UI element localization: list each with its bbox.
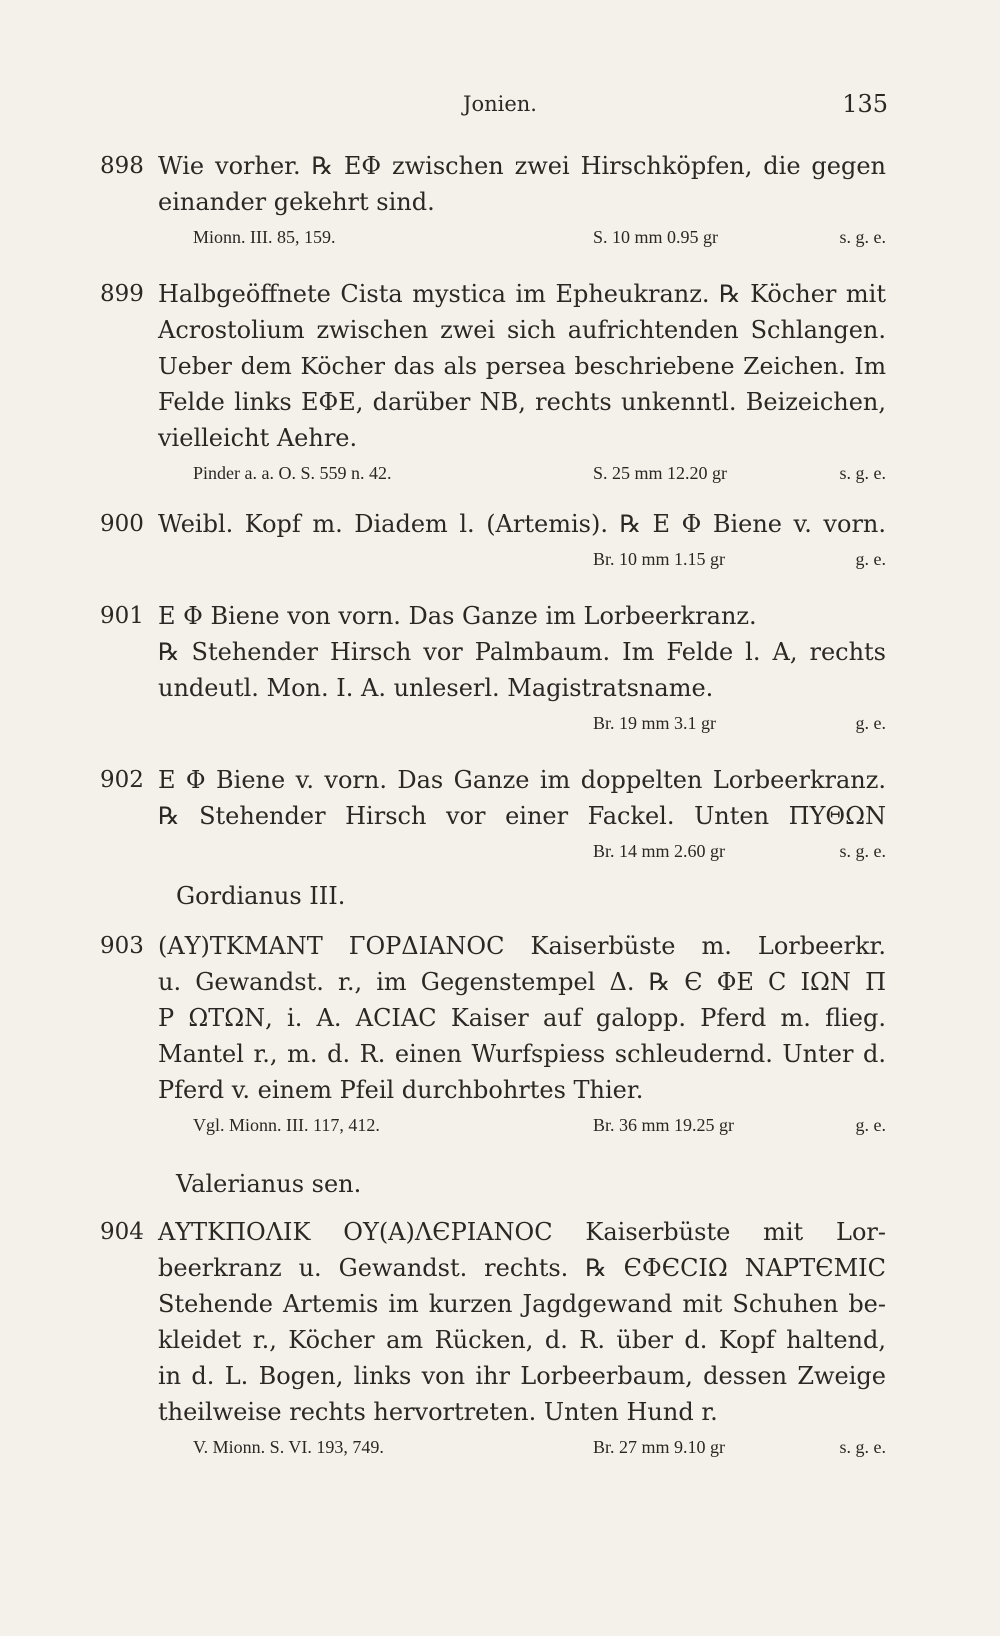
entry-text-line: kleidet r., Köcher am Rücken, d. R. über d. Kopf haltend, — [158, 1326, 886, 1354]
section-heading-gordianus: Gordianus III. — [176, 882, 346, 910]
reference-measurements: S. 25 mm 12.20 gr — [593, 463, 728, 483]
reference-condition: s. g. e. — [839, 841, 886, 861]
entry-text-line: Ueber dem Köcher das als persea beschriebene Zeichen. Im — [158, 352, 886, 380]
entry-number: 902 — [100, 767, 144, 793]
entry-reference — [193, 706, 886, 740]
entry-text-line: Mantel r., m. d. R. einen Wurfspiess schleudernd. Unter d. — [158, 1040, 886, 1068]
entry-text-line: in d. L. Bogen, links von ihr Lorbeerbaum, dessen Zweige — [158, 1362, 886, 1390]
entry-text-line: (ΑΥ)ΤΚΜΑΝΤ ΓΟΡΔΙΑΝΟC Kaiserbüste m. Lorbeerkr. — [158, 932, 886, 960]
entry-number: 903 — [100, 933, 144, 959]
catalog-entry-899 — [100, 276, 886, 490]
reference-condition: s. g. e. — [839, 463, 886, 483]
catalog-entry-901 — [100, 598, 886, 740]
entry-number: 904 — [100, 1219, 144, 1245]
entry-reference — [193, 1430, 886, 1464]
page-number: 135 — [842, 90, 888, 118]
reference-condition: g. e. — [855, 549, 886, 569]
catalog-entry-904 — [100, 1214, 886, 1464]
entry-reference — [193, 456, 886, 490]
entry-text-line: Acrostolium zwischen zwei sich aufrichtenden Schlangen. — [158, 316, 886, 344]
entry-reference — [193, 1108, 886, 1142]
reference-citation: Vgl. Mionn. III. 117, 412. — [193, 1115, 380, 1135]
entry-text-line: Stehende Artemis im kurzen Jagdgewand mit Schuhen be- — [158, 1290, 886, 1318]
entry-text-line: beerkranz u. Gewandst. rechts. ℞ ЄΦЄCΙΩ ΝΑΡΤЄΜΙC — [158, 1254, 886, 1282]
entry-text-line: undeutl. Mon. I. A. unleserl. Magistratsname. — [158, 674, 714, 702]
reference-measurements: Br. 27 mm 9.10 gr — [593, 1437, 726, 1457]
entry-text-line: ℞ Stehender Hirsch vor einer Fackel. Unten ΠΥΘΩΝ — [158, 802, 886, 830]
entry-reference — [193, 542, 886, 576]
entry-text-line: theilweise rechts hervortreten. Unten Hund r. — [158, 1398, 718, 1426]
reference-measurements: Br. 36 mm 19.25 gr — [593, 1115, 735, 1135]
running-header: Jonien. — [463, 92, 537, 116]
reference-condition: s. g. e. — [839, 227, 886, 247]
reference-measurements: Br. 10 mm 1.15 gr — [593, 549, 726, 569]
reference-citation: V. Mionn. S. VI. 193, 749. — [193, 1437, 384, 1457]
reference-condition: g. e. — [855, 713, 886, 733]
entry-text-line: Pferd v. einem Pfeil durchbohrtes Thier. — [158, 1076, 644, 1104]
entry-text-line: Weibl. Kopf m. Diadem l. (Artemis). ℞ Ε Φ Biene v. vorn. — [158, 510, 886, 538]
reference-condition: s. g. e. — [839, 1437, 886, 1457]
entry-text-line: Ε Φ Biene v. vorn. Das Ganze im doppelten Lorbeerkranz. — [158, 766, 886, 794]
entry-reference — [193, 220, 886, 254]
catalog-entry-898 — [100, 148, 886, 254]
entry-number: 898 — [100, 153, 144, 179]
entry-text-line: Felde links ΕΦΕ, darüber ΝΒ, rechts unkenntl. Beizeichen, — [158, 388, 886, 416]
entry-number: 901 — [100, 603, 144, 629]
catalog-entry-900 — [100, 506, 886, 576]
entry-number: 900 — [100, 511, 144, 537]
entry-text-line: Ε Φ Biene von vorn. Das Ganze im Lorbeerkranz. — [158, 602, 757, 630]
reference-measurements: Br. 19 mm 3.1 gr — [593, 713, 717, 733]
reference-citation: Mionn. III. 85, 159. — [193, 227, 336, 247]
reference-condition: g. e. — [855, 1115, 886, 1135]
catalog-entry-903 — [100, 928, 886, 1142]
entry-number: 899 — [100, 281, 144, 307]
entry-text-line: einander gekehrt sind. — [158, 188, 435, 216]
entry-text-line: ΑΥΤΚΠΟΛΙΚ ΟΥ(Α)ΛЄΡΙΑΝΟC Kaiserbüste mit Lor- — [158, 1218, 886, 1246]
entry-reference — [193, 834, 886, 868]
reference-citation: Pinder a. a. O. S. 559 n. 42. — [193, 463, 392, 483]
catalog-entry-902 — [100, 762, 886, 868]
entry-text-line: u. Gewandst. r., im Gegenstempel Δ. ℞ Є ΦΕ Ϲ ΙΩΝ Π — [158, 968, 886, 996]
entry-text-line: Halbgeöffnete Cista mystica im Epheukranz. ℞ Köcher mit — [158, 280, 886, 308]
entry-text-line: vielleicht Aehre. — [158, 424, 358, 452]
section-heading-valerianus: Valerianus sen. — [176, 1170, 362, 1198]
reference-measurements: S. 10 mm 0.95 gr — [593, 227, 719, 247]
entry-text-line: ℞ Stehender Hirsch vor Palmbaum. Im Felde l. Α, rechts — [158, 638, 886, 666]
entry-text-line: Wie vorher. ℞ ΕΦ zwischen zwei Hirschköpfen, die gegen — [158, 152, 886, 180]
reference-measurements: Br. 14 mm 2.60 gr — [593, 841, 726, 861]
entry-text-line: Ρ ΩΤΩΝ, i. A. ΑCΙΑC Kaiser auf galopp. Pferd m. flieg. — [158, 1004, 886, 1032]
